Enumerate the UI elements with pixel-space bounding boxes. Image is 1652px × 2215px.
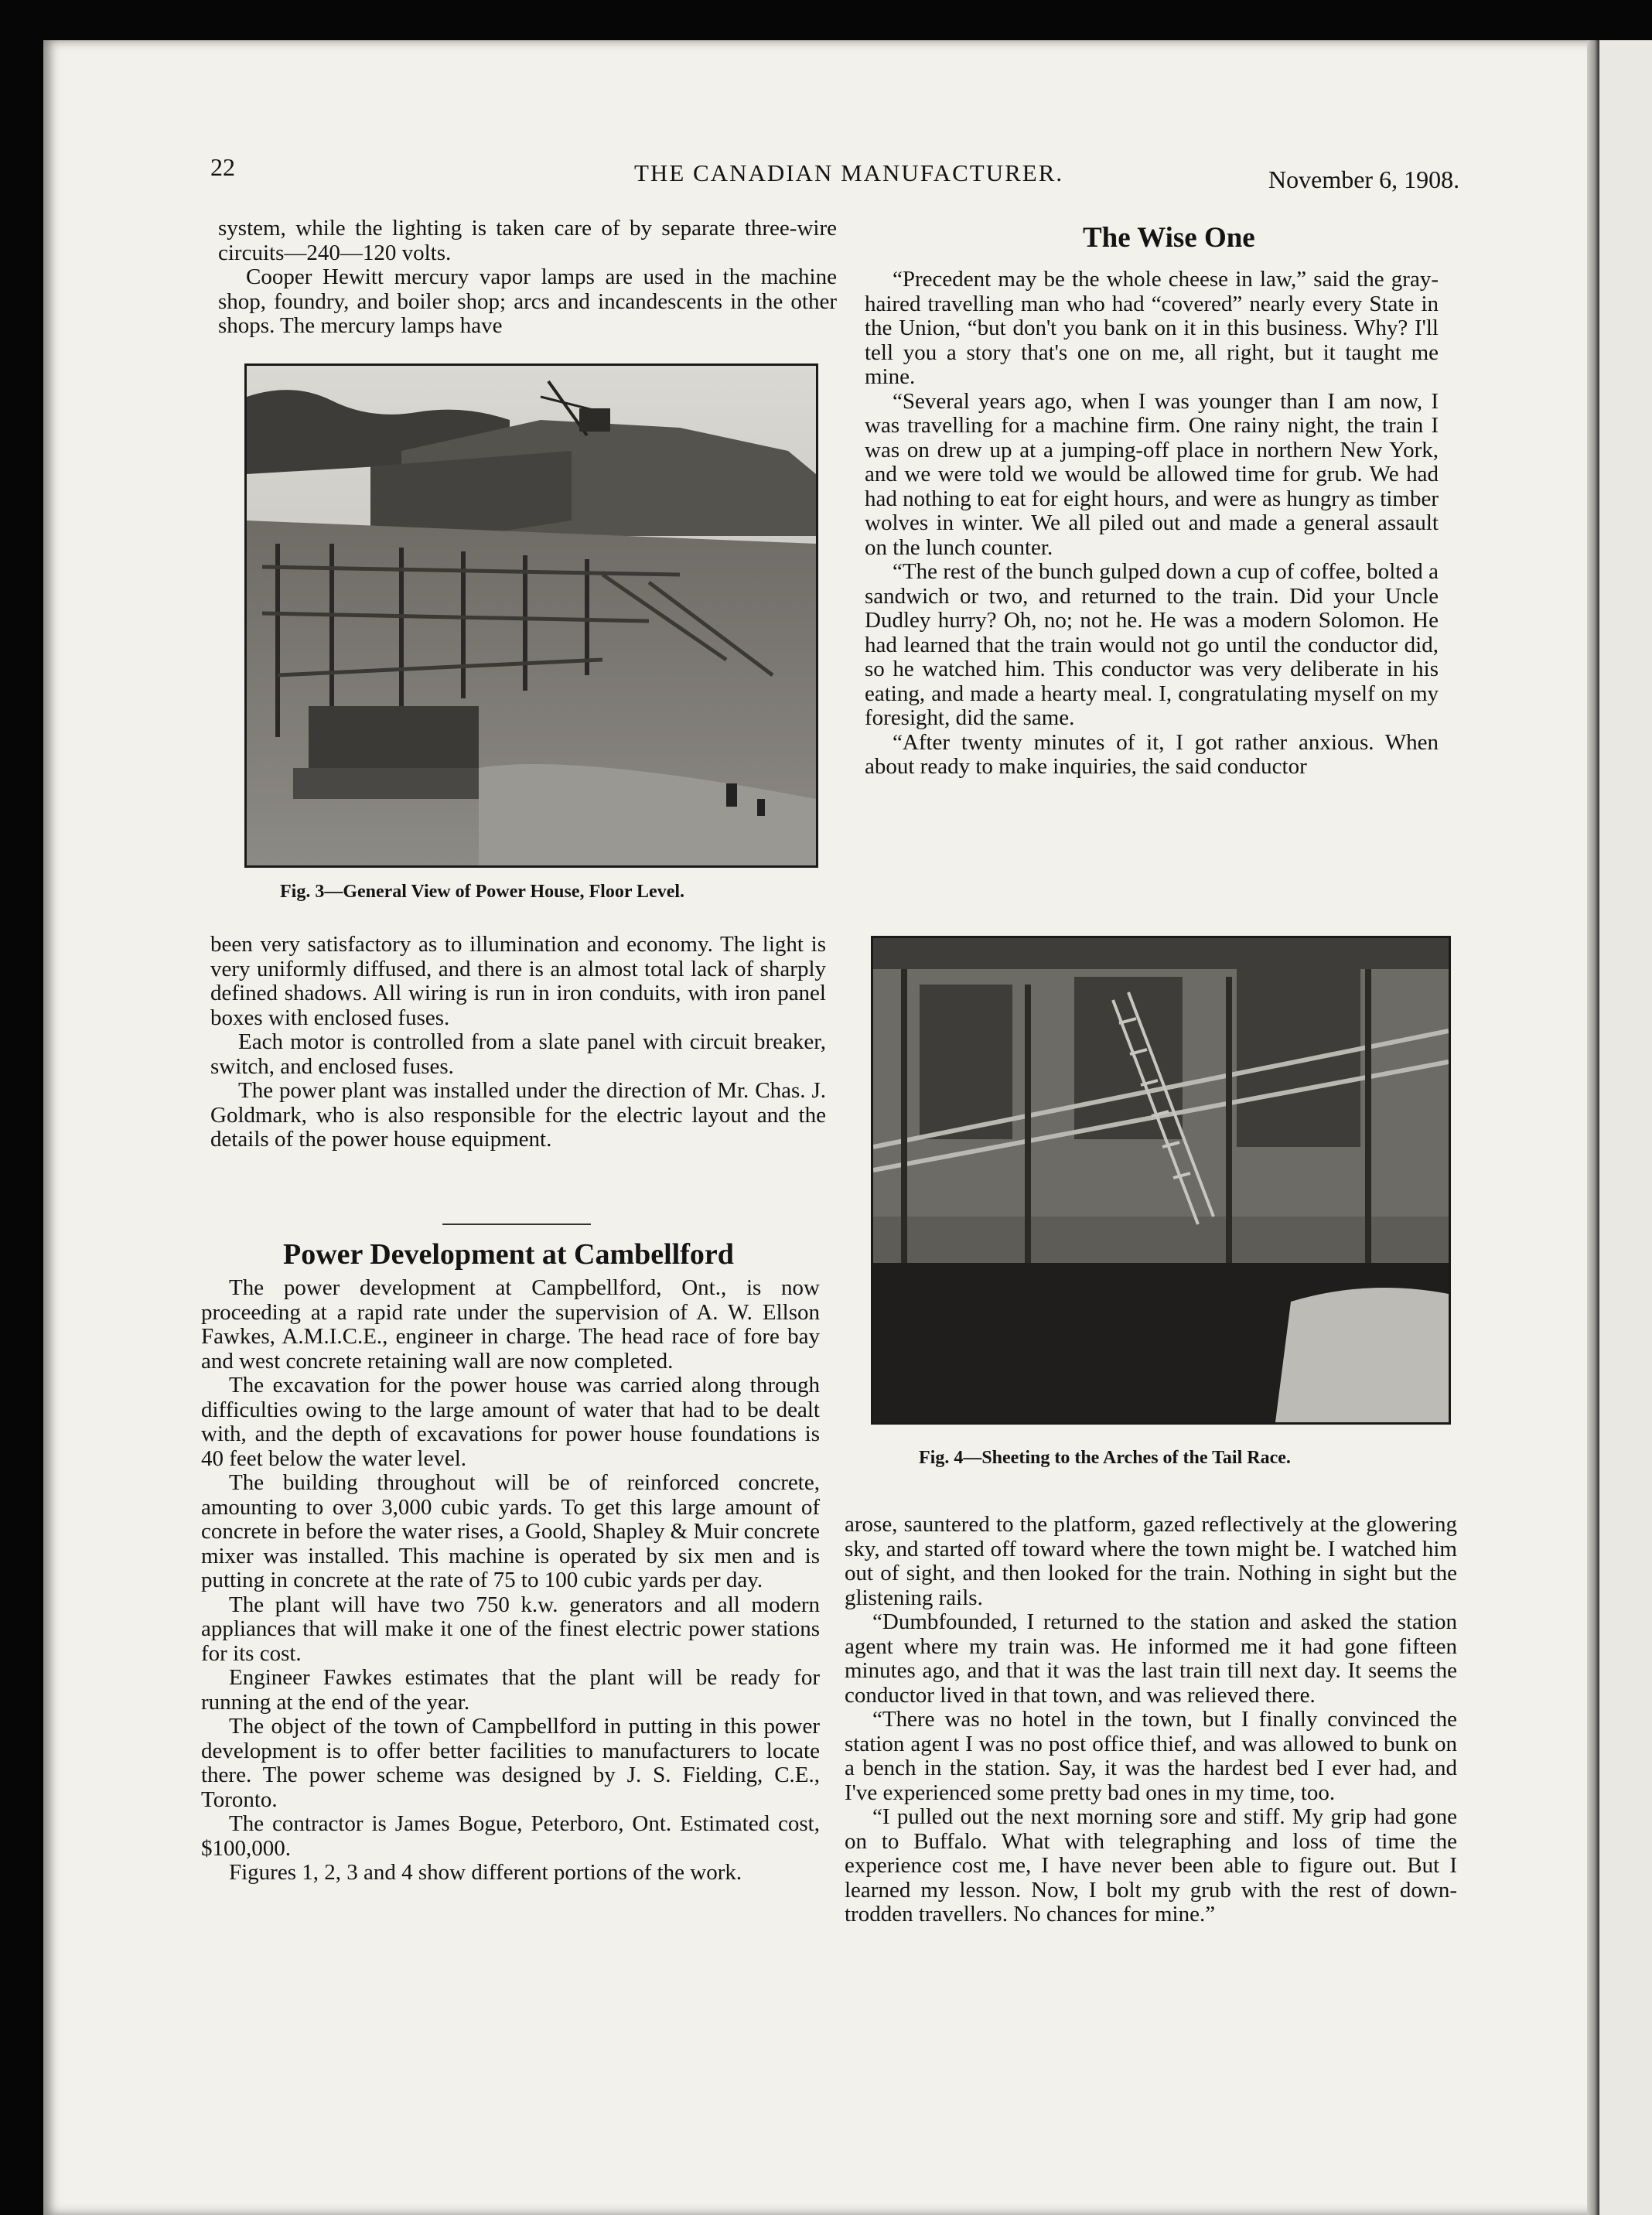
paragraph: arose, sauntered to the platform, gazed reflectively at the glowering sky, and started off toward where the town might be. I watched him out of sight, and then looked for the train. Nothing in sight but the glistening rails. bbox=[845, 1512, 1457, 1610]
right-column-bottom bbox=[845, 1513, 1457, 1927]
paragraph: been very satisfactory as to illumination and economy. The light is very uniformly diffused, and there is an almost total lack of sharply defined shadows. All wiring is run in iron conduits, with iron panel boxes with enclosed fuses. bbox=[210, 932, 826, 1030]
figure-3-caption: Fig. 3—General View of Power House, Floor Level. bbox=[280, 882, 685, 902]
left-column-article bbox=[201, 1276, 820, 1886]
paragraph: “Dumbfounded, I returned to the station and asked the station agent where my train was. He informed me it had gone fifteen minutes ago, and that it was the last train till next day. It seems the conductor lived in that town, and was relieved there. bbox=[845, 1609, 1457, 1708]
paragraph: Engineer Fawkes estimates that the plant will be ready for running at the end of the year. bbox=[201, 1665, 820, 1715]
page-number: 22 bbox=[210, 153, 235, 181]
scan-border-top bbox=[0, 0, 1652, 40]
paragraph: The excavation for the power house was carried along through difficulties owing to the large amount of water that had to be dealt with, and the depth of excavations for power house foundations is 40 feet below the water level. bbox=[201, 1373, 820, 1471]
paragraph: The power plant was installed under the direction of Mr. Chas. J. Goldmark, who is also responsible for the electric layout and the details of the power house equipment. bbox=[210, 1078, 826, 1152]
paragraph: The plant will have two 750 k.w. generators and all modern appliances that will make it one of the finest electric power stations for its cost. bbox=[201, 1592, 820, 1666]
story-heading: The Wise One bbox=[1083, 222, 1255, 254]
section-divider bbox=[442, 1224, 591, 1225]
left-column-top bbox=[218, 217, 837, 339]
figure-4-photo bbox=[871, 936, 1451, 1425]
paragraph: The power development at Campbellford, Ont., is now proceeding at a rapid rate under the supervision of A. W. Ellson Fawkes, A.M.I.C.E., engineer in charge. The head race of fore bay and west concrete retaining wall are now completed. bbox=[201, 1275, 820, 1374]
paragraph: “Several years ago, when I was younger than I am now, I was travelling for a machine firm. One rainy night, the train I was on drew up at a jumping-off place in northern New York, and we were told we would be allowed time for grub. We had had nothing to eat for eight hours, and were as hungry as timber wolves in winter. We all piled out and made a general assault on the lunch counter. bbox=[865, 388, 1439, 560]
publication-title: THE CANADIAN MANUFACTURER. bbox=[634, 159, 1064, 186]
paragraph: The contractor is James Bogue, Peterboro, Ont. Estimated cost, $100,000. bbox=[201, 1811, 820, 1861]
paragraph: Each motor is controlled from a slate panel with circuit breaker, switch, and enclosed fuses. bbox=[210, 1029, 826, 1079]
paragraph: “I pulled out the next morning sore and stiff. My grip had gone on to Buffalo. What with telegraphing and loss of time the experience cost me, I have never been able to figure out. But I learned my lesson. Now, I bolt my grub with the rest of down-trodden travellers. No chances for mine.” bbox=[845, 1804, 1457, 1927]
page-gutter bbox=[1587, 40, 1599, 2215]
issue-date: November 6, 1908. bbox=[1268, 166, 1460, 193]
paragraph: “The rest of the bunch gulped down a cup of coffee, bolted a sandwich or two, and returned to the train. Did your Uncle Dudley hurry? Oh, no; not he. He was a modern Solomon. He had learned that the train would not go until the conductor did, so he watched him. This conductor was very deliberate in his eating, and made a hearty meal. I, congratulating myself on my foresight, did the same. bbox=[865, 559, 1439, 730]
scan-border-left bbox=[0, 0, 43, 2215]
paragraph: “Precedent may be the whole cheese in law,” said the gray-haired travelling man who had “covered” nearly every State in the Union, “but don't you bank on it in this business. Why? I'll tell you a story that's one on me, all right, but it taught me mine. bbox=[865, 267, 1439, 389]
article-heading: Power Development at Cambellford bbox=[283, 1238, 734, 1271]
paragraph: “There was no hotel in the town, but I finally convinced the station agent I was no post office thief, and was allowed to bunk on a bench in the station. Say, it was the hardest bed I ever had, and I've experienced some pretty bad ones in my time, too. bbox=[845, 1707, 1457, 1805]
facing-page-edge bbox=[1599, 40, 1652, 2215]
paragraph: Figures 1, 2, 3 and 4 show different portions of the work. bbox=[229, 1860, 742, 1885]
figure-3-photo bbox=[244, 363, 818, 868]
paragraph: The building throughout will be of reinforced concrete, amounting to over 3,000 cubic yards. To get this large amount of concrete in before the water rises, a Goold, Shapley & Muir concrete mixer was installed. This machine is operated by six men and is putting in concrete at the rate of 75 to 100 cubic yards per day. bbox=[201, 1470, 820, 1592]
paragraph: Cooper Hewitt mercury vapor lamps are used in the machine shop, foundry, and boiler shop; arcs and incandescents in the other shops. The mercury lamps have bbox=[218, 265, 837, 338]
paragraph: “After twenty minutes of it, I got rather anxious. When about ready to make inquiries, the said conductor bbox=[865, 729, 1439, 779]
right-column-top bbox=[865, 268, 1439, 780]
paragraph: system, while the lighting is taken care of by separate three-wire circuits—240—120 volts. bbox=[218, 216, 837, 265]
left-column-middle bbox=[210, 933, 826, 1152]
paragraph: The object of the town of Campbellford in putting in this power development is to offer better facilities to manufacturers to locate there. The power scheme was designed by J. S. Fielding, C.E., Toronto. bbox=[201, 1714, 820, 1812]
figure-4-caption: Fig. 4—Sheeting to the Arches of the Tail Race. bbox=[919, 1448, 1291, 1468]
